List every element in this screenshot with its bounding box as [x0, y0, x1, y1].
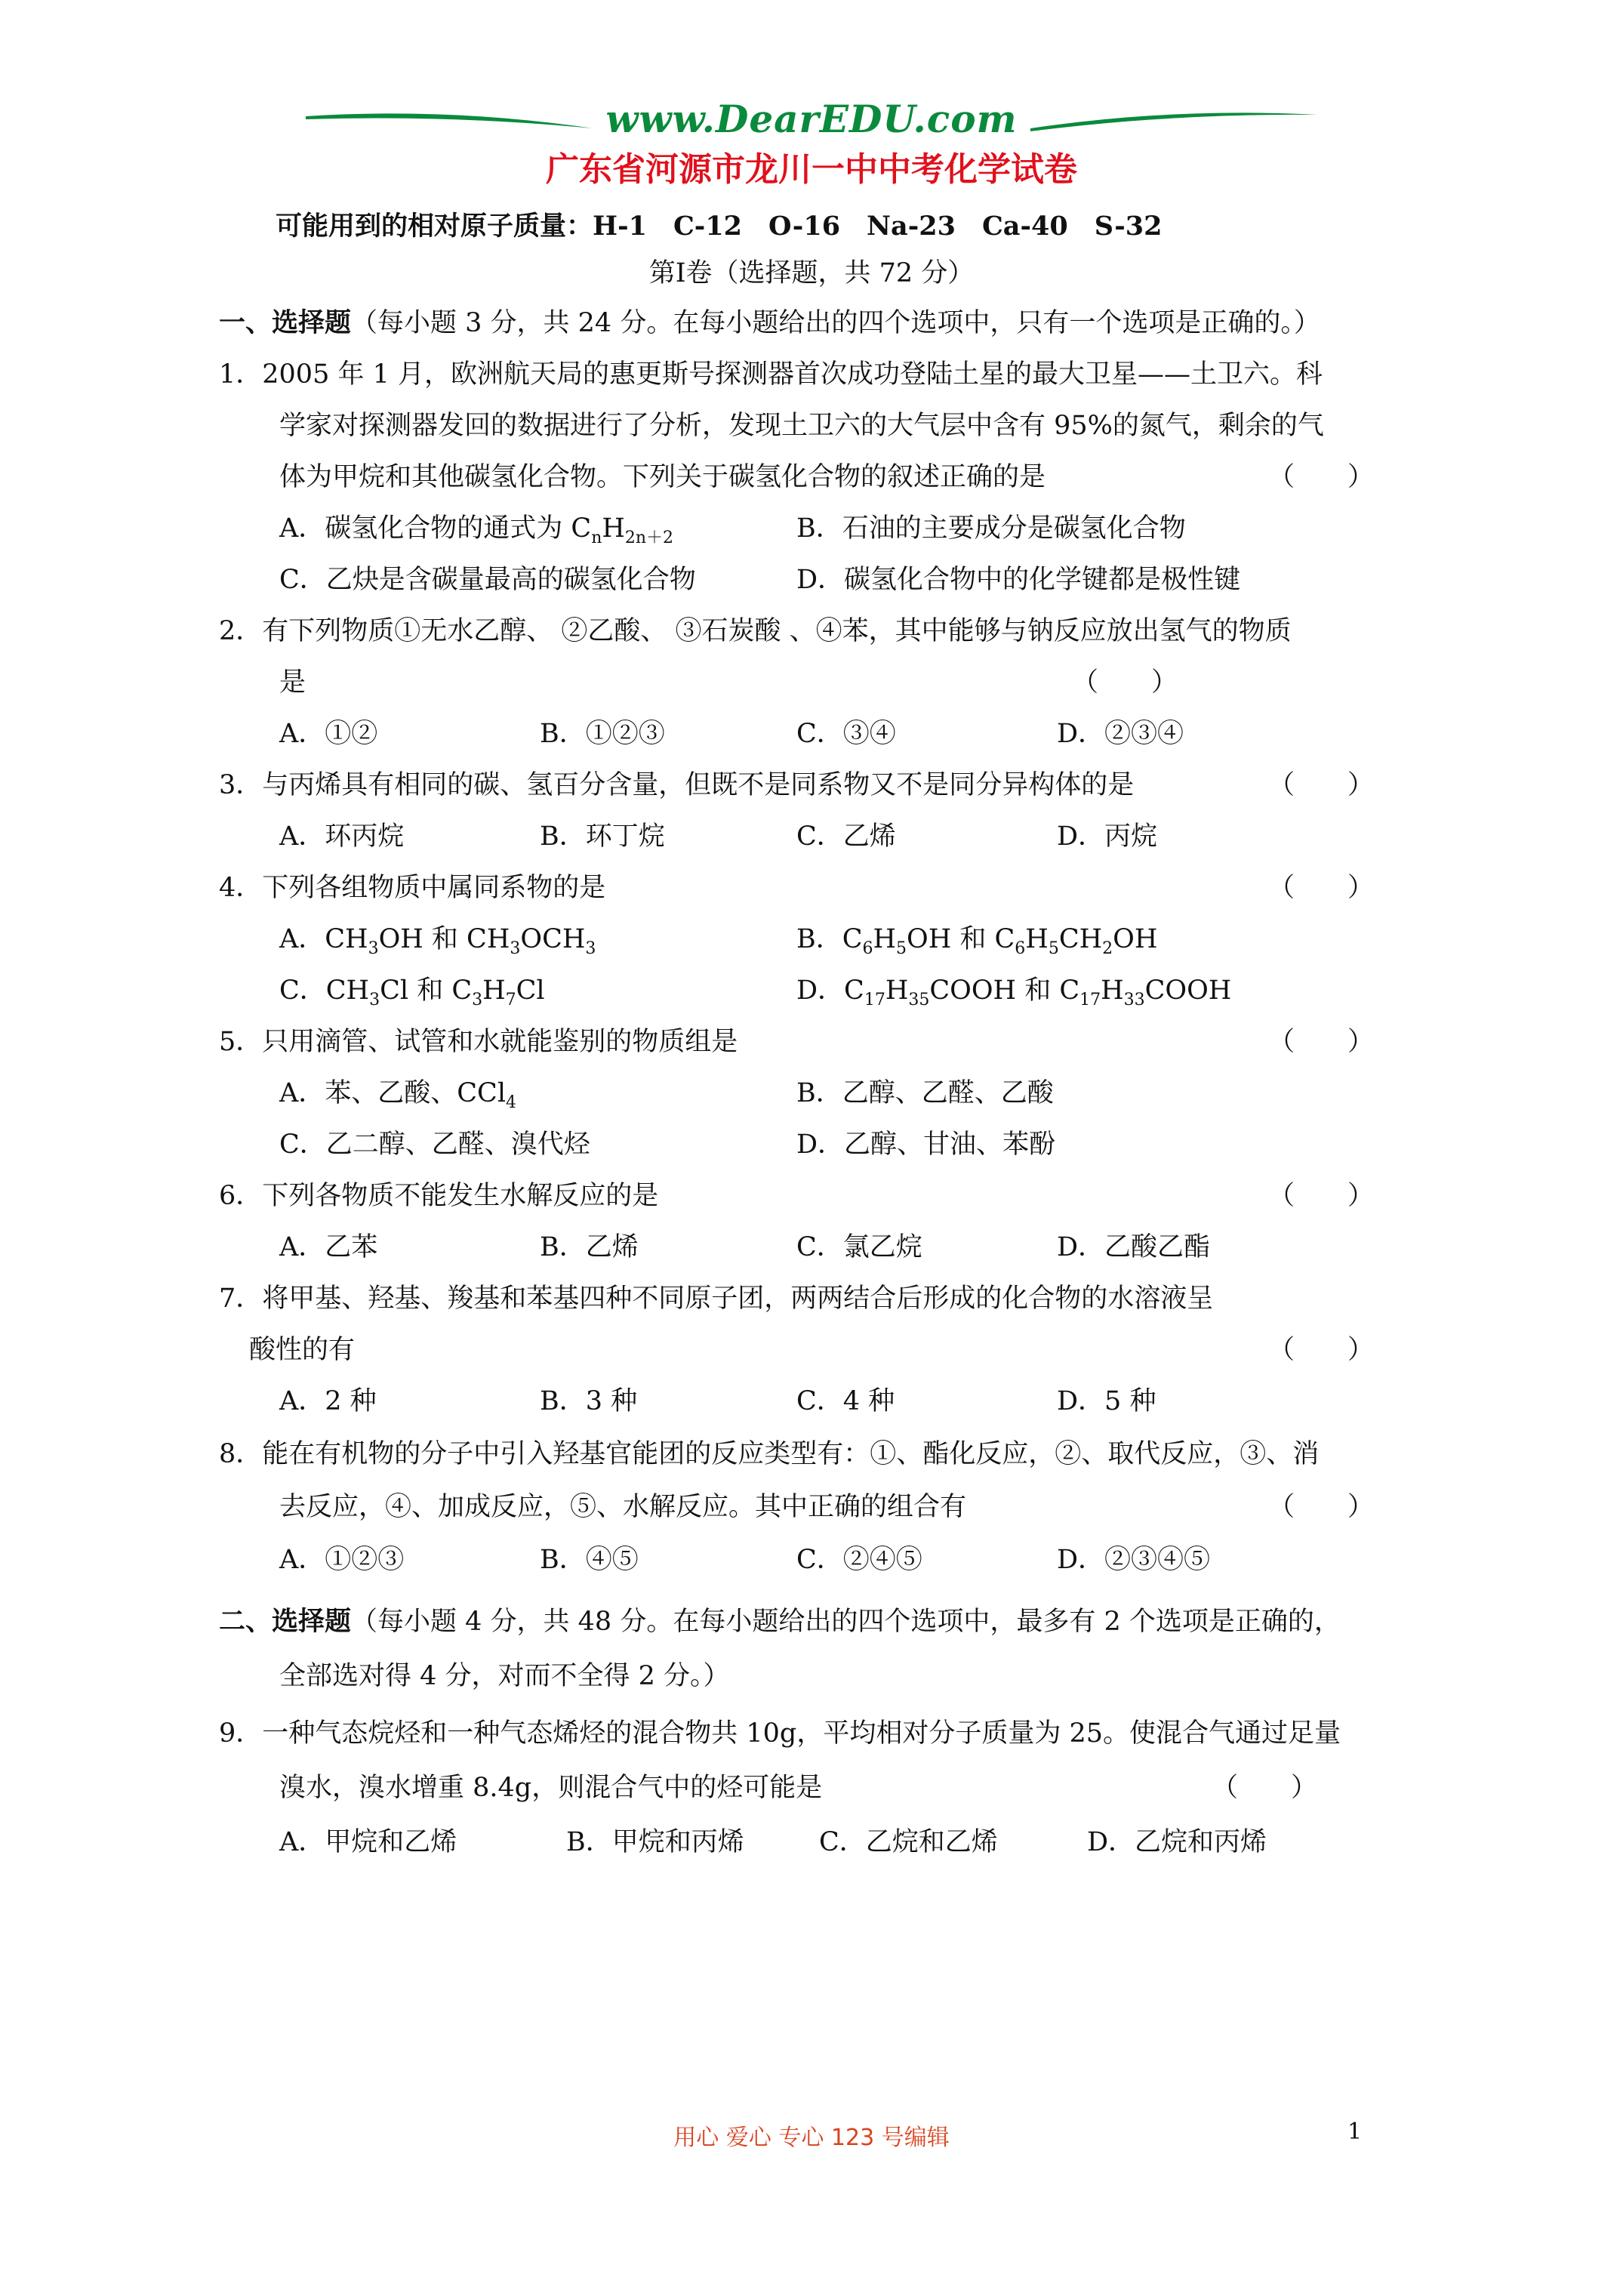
q1-line1: 1．2005 年 1 月，欧洲航天局的惠更斯号探测器首次成功登陆土星的最大卫星——土卫六。科: [219, 359, 1323, 390]
q7-option-a: A．2 种: [279, 1386, 377, 1416]
page-number: 1: [1347, 2119, 1363, 2145]
q8-line1: 8．能在有机物的分子中引入羟基官能团的反应类型有：①、酯化反应，②、取代反应，③、消: [219, 1439, 1320, 1469]
q1-option-b: B．石油的主要成分是碳氢化合物: [796, 513, 1186, 544]
q5-answer-paren[interactable]: （ ）: [1268, 1027, 1375, 1057]
q2-option-a: A．①②: [279, 719, 378, 749]
q3-option-d: D．丙烷: [1057, 821, 1158, 852]
q9-option-c: C．乙烷和乙烯: [819, 1827, 998, 1857]
q4-option-b: B．$C_6H_5OH$ 和 $C_6H_5CH_2OH$: [796, 924, 1158, 958]
q6-option-c: C．氯乙烷: [796, 1232, 922, 1262]
q9-option-d: D．乙烷和丙烯: [1087, 1827, 1267, 1857]
q1-option-d: D．碳氢化合物中的化学键都是极性键: [796, 565, 1241, 595]
q2-option-b: B．①②③: [540, 719, 665, 749]
q3-option-b: B．环丁烷: [540, 821, 665, 852]
q6-answer-paren[interactable]: （ ）: [1268, 1181, 1375, 1211]
q4-line1: 4．下列各组物质中属同系物的是: [219, 873, 606, 903]
q7-line1: 7．将甲基、羟基、羧基和苯基四种不同原子团，两两结合后形成的化合物的水溶液呈: [219, 1284, 1214, 1314]
q4-option-a: A．$CH_3OH$ 和 $CH_3OCH_3$: [279, 924, 596, 958]
q5-line1: 5．只用滴管、试管和水就能鉴别的物质组是: [219, 1027, 738, 1057]
q3-option-c: C．乙烯: [796, 821, 896, 852]
q8-answer-paren[interactable]: （ ）: [1268, 1492, 1375, 1522]
section2-header: [219, 1604, 1341, 1640]
section2-instruction: （每小题 4 分，共 48 分。在每小题给出的四个选项中，最多有 2 个选项是正确的，: [351, 1607, 1341, 1637]
q2-option-d: D．②③④: [1057, 719, 1184, 749]
q5-option-c: C．乙二醇、乙醛、溴代烃: [279, 1130, 590, 1160]
site-logo-text: www.DearEDU.com: [605, 97, 1018, 141]
q8-line2: 去反应，④、加成反应，⑤、水解反应。其中正确的组合有: [279, 1492, 967, 1522]
q1-answer-paren[interactable]: （ ）: [1268, 462, 1375, 492]
q4-option-c: C．$CH_3Cl$ 和 $C_3H_7Cl$: [279, 975, 545, 1009]
q2-line1: 2．有下列物质①无水乙醇、 ②乙酸、 ③石炭酸 、④苯，其中能够与钠反应放出氢气的物质: [219, 616, 1292, 646]
q9-line2: 溴水，溴水增重 8.4g，则混合气中的烃可能是: [279, 1773, 823, 1803]
atomic-masses: 可能用到的相对原子质量：H-1 C-12 O-16 Na-23 Ca-40 S-32: [276, 211, 1163, 242]
q7-answer-paren[interactable]: （ ）: [1268, 1335, 1375, 1365]
q5-option-a: A．苯、乙酸、CCl$_4$: [279, 1078, 517, 1112]
q5-option-b: B．乙醇、乙醛、乙酸: [796, 1078, 1054, 1108]
section2-instruction-line2: 全部选对得 4 分，对而不全得 2 分。）: [279, 1661, 730, 1691]
q3-line1: 3．与丙烯具有相同的碳、氢百分含量，但既不是同系物又不是同分异构体的是: [219, 770, 1135, 800]
q8-option-d: D．②③④⑤: [1057, 1545, 1211, 1575]
q4-option-d: D．$C_{17}H_{35}COOH$ 和 $C_{17}H_{33}COOH$: [796, 975, 1232, 1009]
q9-answer-paren[interactable]: （ ）: [1212, 1773, 1318, 1803]
section1-instruction: （每小题 3 分，共 24 分。在每小题给出的四个选项中，只有一个选项是正确的。）: [351, 308, 1320, 338]
q3-option-a: A．环丙烷: [279, 821, 405, 852]
q7-option-b: B．3 种: [540, 1386, 638, 1416]
q9-option-a: A．甲烷和乙烯: [279, 1827, 457, 1857]
q1-line2: 学家对探测器发回的数据进行了分析，发现土卫六的大气层中含有 95%的氮气，剩余的气: [279, 411, 1324, 441]
q7-option-c: C．4 种: [796, 1386, 895, 1416]
section1-heading: 一、选择题: [219, 307, 352, 338]
q8-option-a: A．①②③: [279, 1545, 405, 1575]
section2-heading: 二、选择题: [219, 1606, 352, 1637]
page-title: 广东省河源市龙川一中中考化学试卷: [546, 150, 1077, 189]
q2-option-c: C．③④: [796, 719, 896, 749]
q8-option-b: B．④⑤: [540, 1545, 639, 1575]
q6-line1: 6．下列各物质不能发生水解反应的是: [219, 1181, 659, 1211]
page-footer: 用心 爱心 专心 123 号编辑: [673, 2125, 950, 2151]
q6-option-d: D．乙酸乙酯: [1057, 1232, 1211, 1262]
q1-option-c: C．乙炔是含碳量最高的碳氢化合物: [279, 565, 696, 595]
q1-line3: 体为甲烷和其他碳氢化合物。下列关于碳氢化合物的叙述正确的是: [279, 462, 1046, 492]
volume-label: 第Ⅰ卷（选择题，共 72 分）: [648, 258, 975, 288]
q5-option-d: D．乙醇、甘油、苯酚: [796, 1130, 1056, 1160]
q1-option-a: A．碳氢化合物的通式为 $C_nH_{2n+2}$: [279, 513, 674, 547]
q7-line2: 酸性的有: [249, 1335, 356, 1365]
q6-option-a: A．乙苯: [279, 1232, 378, 1262]
q7-option-d: D．5 种: [1057, 1386, 1156, 1416]
q9-option-b: B．甲烷和丙烯: [566, 1827, 744, 1857]
q2-line2: 是: [279, 667, 306, 698]
section1-header: [219, 305, 1320, 341]
q9-line1: 9．一种气态烷烃和一种气态烯烃的混合物共 10g，平均相对分子质量为 25。使混合气通过足量: [219, 1718, 1341, 1749]
q8-option-c: C．②④⑤: [796, 1545, 922, 1575]
q2-answer-paren[interactable]: （ ）: [1072, 667, 1178, 698]
q4-answer-paren[interactable]: （ ）: [1268, 873, 1375, 903]
q3-answer-paren[interactable]: （ ）: [1268, 770, 1375, 800]
q6-option-b: B．乙烯: [540, 1232, 639, 1262]
